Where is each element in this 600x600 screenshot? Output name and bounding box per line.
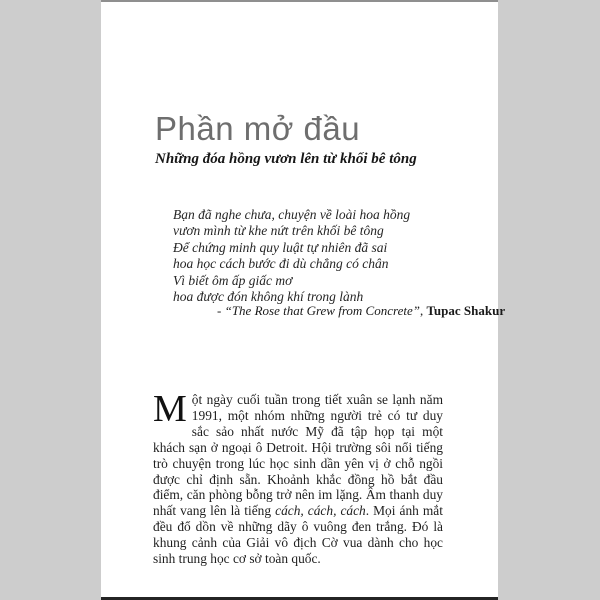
attribution-separator: , xyxy=(419,303,427,318)
body-italic-phrase: cách, cách, cách xyxy=(275,503,366,519)
poem-line: Bạn đã nghe chưa, chuyện về loài hoa hồng xyxy=(173,207,411,222)
body-text-after-italic: . Mọi ánh mắt đều đổ dồn về những dãy ô vuông đen trắng. Đó là khung cảnh của Giải vô địch Cờ vua dành cho học sinh trung học cơ sở toàn quốc. xyxy=(153,503,443,567)
poem-line: Để chứng minh quy luật tự nhiên đã sai xyxy=(173,239,388,255)
attribution-dash: - xyxy=(217,303,225,318)
body-paragraph xyxy=(153,388,443,567)
epigraph-poem xyxy=(173,207,410,305)
attribution-author: Tupac Shakur xyxy=(426,303,506,318)
poem-line: hoa học cách bước đi dù chẳng có chân xyxy=(173,256,389,272)
chapter-title: Phần mở đầu xyxy=(155,110,361,148)
drop-cap: M xyxy=(153,388,187,430)
epigraph-attribution xyxy=(217,303,505,319)
poem-line: hoa được đón không khí trong lành xyxy=(173,289,364,305)
book-page xyxy=(101,0,506,600)
chapter-subtitle: Những đóa hồng vươn lên từ khối bê tông xyxy=(155,151,417,167)
poem-line: Vì biết ôm ấp giấc mơ xyxy=(173,272,293,288)
attribution-work-title: “The Rose that Grew from Concrete” xyxy=(224,303,420,318)
poem-line: vươn mình từ khe nứt trên khối bê tông xyxy=(173,223,384,239)
body-text-before-italic: ột ngày cuối tuần trong tiết xuân se lạnh năm 1991, một nhóm những người trẻ có tư duy sắc sảo nhất nước Mỹ đã tập họp tại một khách sạn ở ngoại ô Detroit. Hội trường sôi nổi tiếng trò chuyện trong lúc học sinh dần yên vị ở chỗ ngồi được chỉ định sẵn. Khoảnh khắc đồng hồ bắt đầu điểm, căn phòng bỗng trở nên im lặng. Âm thanh duy nhất vang lên là tiếng xyxy=(153,392,443,519)
